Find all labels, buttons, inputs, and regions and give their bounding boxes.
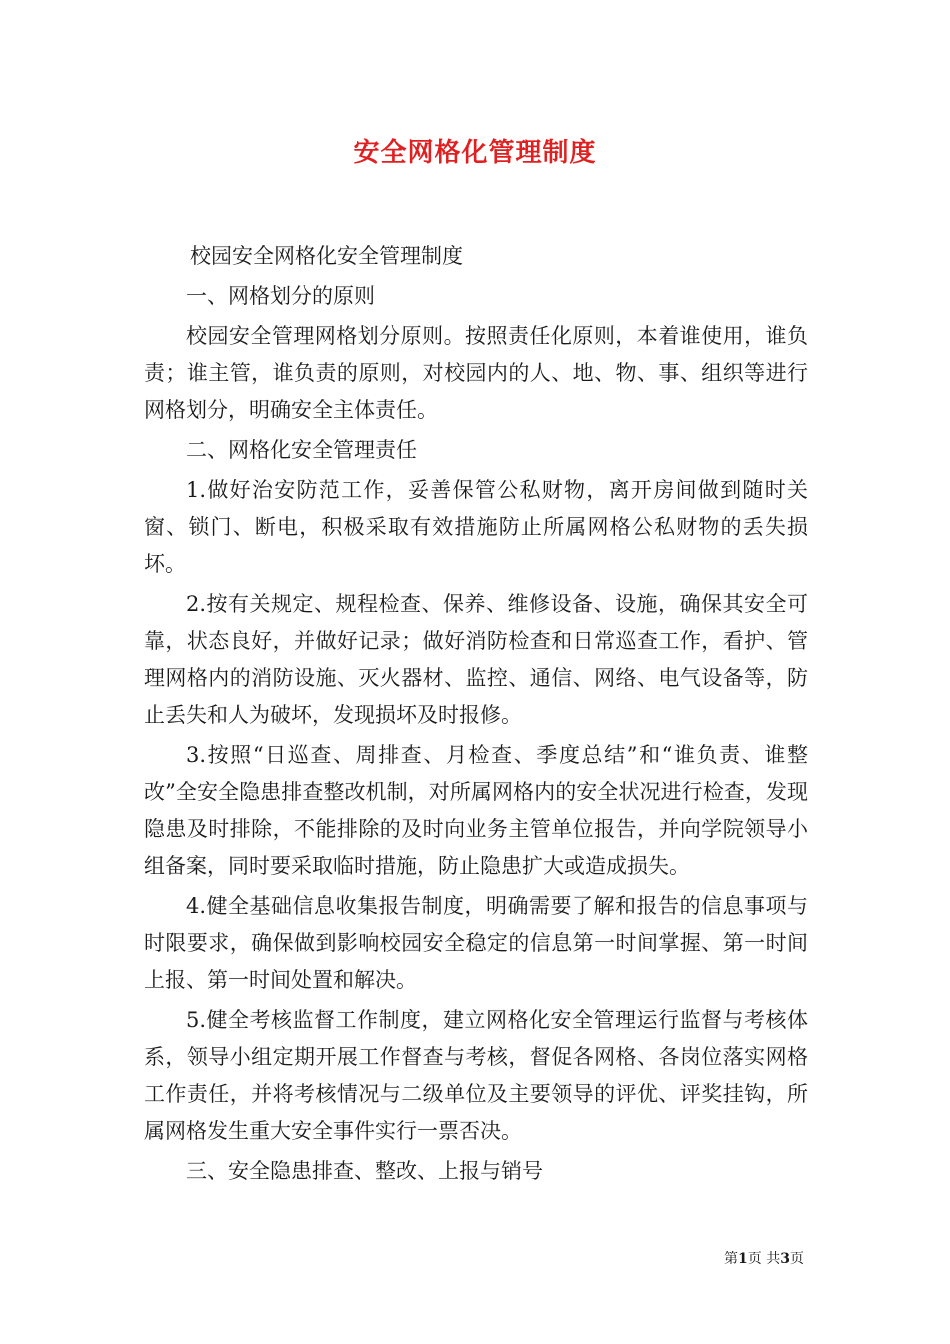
page-footer xyxy=(724,1248,804,1268)
footer-suffix: 页 xyxy=(790,1251,804,1267)
footer-middle: 页 共 xyxy=(747,1251,781,1267)
paragraph-subtitle: 校园安全网格化安全管理制度 xyxy=(190,244,463,268)
paragraph-item-4: 4.健全基础信息收集报告制度，明确需要了解和报告的信息事项与时限要求，确保做到影响校园安全稳定的信息第一时间掌握、第一时间上报、第一时间处置和解决。 xyxy=(144,894,808,992)
paragraph-item-1: 1.做好治安防范工作，妥善保管公私财物，离开房间做到随时关窗、锁门、断电，积极采取有效措施防止所属网格公私财物的丢失损坏。 xyxy=(144,478,808,576)
document-title: 安全网格化管理制度 xyxy=(353,138,597,168)
paragraph-item-5: 5.健全考核监督工作制度，建立网格化安全管理运行监督与考核体系，领导小组定期开展工作督查与考核，督促各网格、各岗位落实网格工作责任，并将考核情况与二级单位及主要领导的评优、评奖挂钩，所属网格发生重大安全事件实行一票否决。 xyxy=(144,1008,808,1143)
paragraph-item-2: 2.按有关规定、规程检查、保养、维修设备、设施，确保其安全可靠，状态良好，并做好记录；做好消防检查和日常巡查工作，看护、管理网格内的消防设施、灭火器材、监控、通信、网络、电气设备等，防止丢失和人为破坏，发现损坏及时报修。 xyxy=(144,592,808,727)
paragraph: 校园安全管理网格划分原则。按照责任化原则，本着谁使用，谁负责；谁主管，谁负责的原则，对校园内的人、地、物、事、组织等进行网格划分，明确安全主体责任。 xyxy=(144,324,808,422)
footer-total-pages: 3 xyxy=(780,1251,790,1267)
footer-current-page: 1 xyxy=(738,1251,748,1267)
paragraph-item-3: 3.按照“日巡查、周排查、月检查、季度总结”和“谁负责、谁整改”全安全隐患排查整改机制，对所属网格内的安全状况进行检查，发现隐患及时排除，不能排除的及时向业务主管单位报告，并向学院领导小组备案，同时要采取临时措施，防止隐患扩大或造成损失。 xyxy=(144,743,808,878)
section-heading-1: 一、网格划分的原则 xyxy=(186,284,375,308)
document-body xyxy=(144,238,808,1193)
footer-prefix: 第 xyxy=(724,1251,739,1267)
section-heading-2: 二、网格化安全管理责任 xyxy=(186,438,417,462)
section-heading-3: 三、安全隐患排查、整改、上报与销号 xyxy=(186,1159,543,1183)
